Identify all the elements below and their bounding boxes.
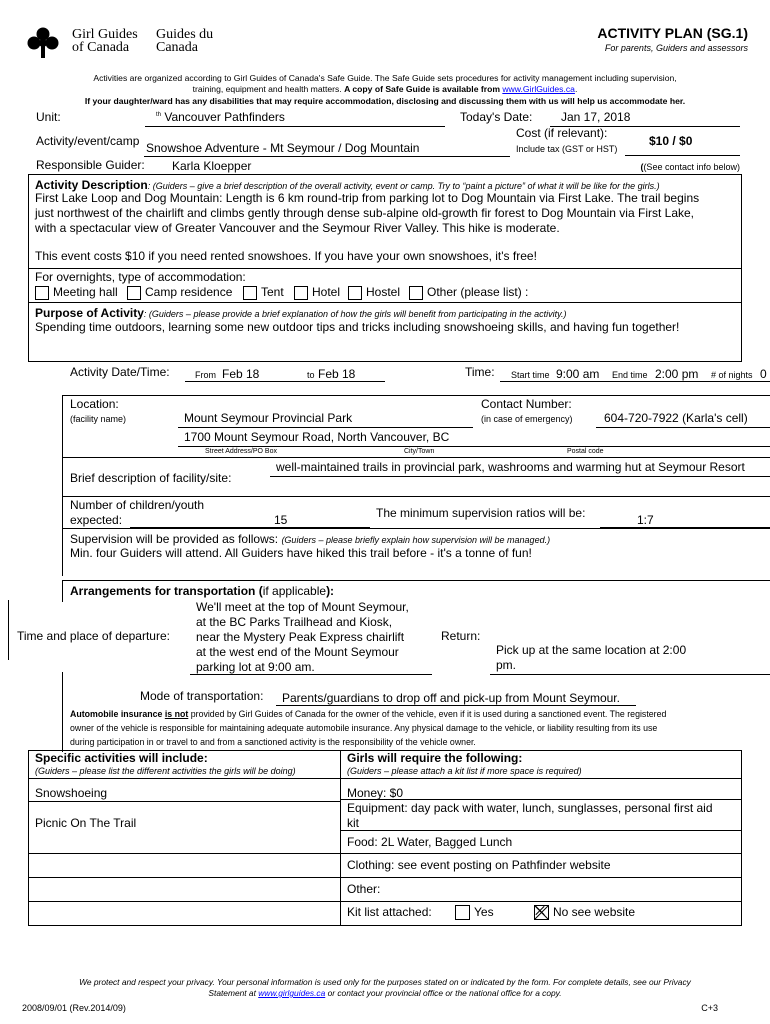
safe-guide-link[interactable]: www.GirlGuides.ca — [502, 84, 575, 94]
from-date-field[interactable]: Feb 18 — [222, 367, 260, 381]
departure-line: at the west end of the Mount Seymour — [196, 645, 399, 659]
end-time-field[interactable]: 2:00 pm — [655, 367, 699, 381]
activity-field[interactable]: Snowshoe Adventure - Mt Seymour / Dog Mountain — [146, 141, 420, 155]
guider-label: Responsible Guider: — [36, 158, 145, 172]
page-title: ACTIVITY PLAN (SG.1) — [597, 25, 748, 41]
checkbox-other[interactable] — [409, 286, 423, 300]
guider-field[interactable]: Karla Kloepper — [172, 159, 252, 173]
revision-date: 2008/09/01 (Rev.2014/09) — [22, 1003, 126, 1013]
facility-description-field[interactable]: well-maintained trails in provincial park, washrooms and warming hut at Seymour Resort — [276, 460, 745, 474]
option-other: Other (please list) : — [427, 285, 529, 299]
contact-info-note: ((See contact info below) — [640, 162, 740, 172]
transport-heading: Arrangements for transportation (if applicable): — [70, 584, 335, 598]
checkbox-hostel[interactable] — [348, 286, 362, 300]
purpose-heading: Purpose of Activity: (Guiders – please provide a brief explanation of how the girls will benefit from participating in the activity.) — [35, 306, 567, 320]
contact-number-label: Contact Number: — [481, 397, 572, 411]
food-field[interactable]: Food: 2L Water, Bagged Lunch — [347, 835, 513, 849]
return-line: Pick up at the same location at 2:00 — [496, 643, 687, 657]
to-label: to — [307, 370, 315, 380]
checkbox-camp-residence[interactable] — [127, 286, 141, 300]
mode-field[interactable]: Parents/guardians to drop off and pick-up from Mount Seymour. — [282, 691, 620, 705]
departure-line: at the BC Parks Trailhead and Kiosk, — [196, 615, 393, 629]
equipment-line: kit — [347, 816, 359, 830]
cost-tax-note: Include tax (GST or HST) — [516, 144, 618, 154]
activities-heading: Specific activities will include: — [35, 751, 208, 765]
description-line-4[interactable]: This event costs $10 if you need rented snowshoes. If you have your own snowshoes, it's free! — [35, 249, 537, 263]
to-date-field[interactable]: Feb 18 — [318, 367, 356, 381]
start-time-field[interactable]: 9:00 am — [556, 367, 600, 381]
insurance-line-3: during participation in or travel to and from a sanctioned activity is the responsibility of the vehicle owner. — [70, 737, 476, 747]
insurance-line-2: owner of the vehicle is responsible for maintaining adequate automobile insurance. Any physical damage to the vehicle, or liability resulting from its use — [70, 723, 658, 733]
from-label: From — [195, 370, 216, 380]
time-label: Time: — [465, 365, 495, 379]
checkbox-tent[interactable] — [243, 286, 257, 300]
nights-label: # of nights — [711, 370, 753, 380]
activities-hint: (Guiders – please list the different activities the girls will be doing) — [35, 766, 296, 776]
departure-label: Time and place of departure: — [17, 629, 170, 643]
logo-text-fr: Guides du Canada — [156, 27, 214, 55]
supervision-field[interactable]: Min. four Guiders will attend. All Guiders have hiked this trail before - it's a tonne of fun! — [70, 546, 532, 560]
x-mark-icon — [534, 905, 549, 920]
option-hotel: Hotel — [312, 285, 341, 299]
option-tent: Tent — [261, 285, 284, 299]
mode-label: Mode of transportation: — [140, 689, 264, 703]
page-code: C+3 — [701, 1003, 718, 1013]
option-meeting-hall: Meeting hall — [53, 285, 118, 299]
todays-date-label: Today's Date: — [460, 110, 533, 124]
option-hostel: Hostel — [366, 285, 401, 299]
intro-line-1: Activities are organized according to Girl Guides of Canada's Safe Guide. The Safe Guide sets procedures for activity management including supervision, — [93, 73, 677, 83]
checkbox-kit-no[interactable] — [534, 905, 549, 920]
purpose-field[interactable]: Spending time outdoors, learning some new outdoor tips and tricks including snowshoeing skills, and having fun together! — [35, 320, 680, 334]
contact-number-field[interactable]: 604-720-7922 (Karla's cell) — [604, 411, 748, 425]
trefoil-logo-icon — [24, 26, 62, 60]
return-label: Return: — [441, 629, 481, 643]
clothing-field[interactable]: Clothing: see event posting on Pathfinder website — [347, 858, 611, 872]
postal-caption: Postal code — [567, 448, 604, 455]
children-label-1: Number of children/youth — [70, 498, 205, 512]
description-heading: Activity Description: (Guiders – give a brief description of the overall activity, event or camp. Try to “paint a picture” of what it will be like for the girls.) — [35, 178, 660, 192]
departure-line: parking lot at 9:00 am. — [196, 660, 315, 674]
ratio-label: The minimum supervision ratios will be: — [376, 506, 586, 520]
activity-label: Activity/event/camp — [36, 134, 140, 148]
supervision-heading: Supervision will be provided as follows: (Guiders – please briefly explain how supervision will be managed.) — [70, 532, 551, 546]
facility-name-field[interactable]: Mount Seymour Provincial Park — [184, 411, 353, 425]
city-caption: City/Town — [404, 448, 435, 455]
insurance-line-1: Automobile insurance is not provided by Girl Guides of Canada for the owner of the vehicle, even if it is used during a sanctioned event. The registered — [70, 709, 667, 719]
unit-field[interactable]: $^{th}$ Vancouver Pathfinders — [156, 110, 285, 124]
nights-field[interactable]: 0 — [760, 367, 767, 381]
location-label: Location: — [70, 397, 119, 411]
requirements-heading: Girls will require the following: — [347, 751, 523, 765]
page-subtitle: For parents, Guiders and assessors — [604, 43, 748, 53]
return-field[interactable] — [496, 643, 686, 673]
activity-item[interactable]: Picnic On The Trail — [35, 816, 137, 830]
facility-description-label: Brief description of facility/site: — [70, 471, 232, 485]
cost-label: Cost (if relevant): — [516, 126, 608, 140]
activity-date-label: Activity Date/Time: — [70, 365, 170, 379]
children-label-2: expected: — [70, 513, 123, 527]
departure-line: We'll meet at the top of Mount Seymour, — [196, 600, 409, 614]
privacy-line-2: Statement at www.girlguides.ca or contact your provincial office or the national office for a copy. — [208, 988, 562, 998]
location-sub-label: (facility name) — [70, 414, 127, 424]
street-caption: Street Address/PO Box — [205, 448, 277, 455]
description-line-1[interactable]: First Lake Loop and Dog Mountain: Length is 6 km round-trip from parking lot to Dog Mountain via First Lake. The trail begins — [35, 191, 700, 205]
description-line-3[interactable]: with a spectacular view of Greater Vancouver and the Seymour River Valley. This hike is moderate. — [35, 221, 560, 235]
address-field[interactable]: 1700 Mount Seymour Road, North Vancouver, BC — [184, 430, 450, 444]
equipment-field[interactable] — [347, 801, 713, 831]
description-line-2[interactable]: just northwest of the chairlift and climbs gently through dense sub-alpine old-growth fir forest to Dog Mountain via First Lake, — [35, 206, 694, 220]
ratio-field[interactable]: 1:7 — [637, 513, 654, 527]
checkbox-meeting-hall[interactable] — [35, 286, 49, 300]
start-time-label: Start time — [511, 370, 550, 380]
children-count-field[interactable]: 15 — [274, 513, 288, 527]
requirements-hint: (Guiders – please attach a kit list if more space is required) — [347, 766, 582, 776]
checkbox-hotel[interactable] — [294, 286, 308, 300]
intro-line-2: training, equipment and health matters. A copy of Safe Guide is available from www.GirlGuides.ca. — [192, 84, 578, 94]
checkbox-kit-yes[interactable] — [455, 905, 470, 920]
privacy-line-1: We protect and respect your privacy. Your personal information is used only for the purposes stated on or indicated by the form. For complete details, see our Privacy — [79, 977, 691, 987]
return-line: pm. — [496, 658, 517, 672]
privacy-link[interactable]: www.girlguides.ca — [258, 988, 326, 998]
todays-date-field[interactable]: Jan 17, 2018 — [561, 110, 631, 124]
accommodation-label: For overnights, type of accommodation: — [35, 270, 246, 284]
departure-field[interactable] — [196, 600, 409, 675]
kit-no-label: No see website — [553, 905, 636, 919]
equipment-line: Equipment: day pack with water, lunch, sunglasses, personal first aid — [347, 801, 713, 815]
kit-yes-label: Yes — [474, 905, 494, 919]
money-field[interactable]: Money: $0 — [347, 786, 404, 800]
cost-field[interactable]: $10 / $0 — [649, 134, 693, 148]
end-time-label: End time — [612, 370, 648, 380]
intro-line-3: If your daughter/ward has any disabilities that may require accommodation, disclosing and discussing them with us will help us accommodate her. — [84, 96, 686, 106]
contact-number-sub: (in case of emergency) — [481, 414, 573, 424]
activity-item[interactable]: Snowshoeing — [35, 786, 108, 800]
kit-list-label: Kit list attached: — [347, 905, 432, 919]
option-camp-residence: Camp residence — [145, 285, 233, 299]
logo-text-en: Girl Guides of Canada — [72, 27, 138, 55]
other-field[interactable]: Other: — [347, 882, 381, 896]
departure-line: near the Mystery Peak Express chairlift — [196, 630, 405, 644]
unit-label: Unit: — [36, 110, 61, 124]
